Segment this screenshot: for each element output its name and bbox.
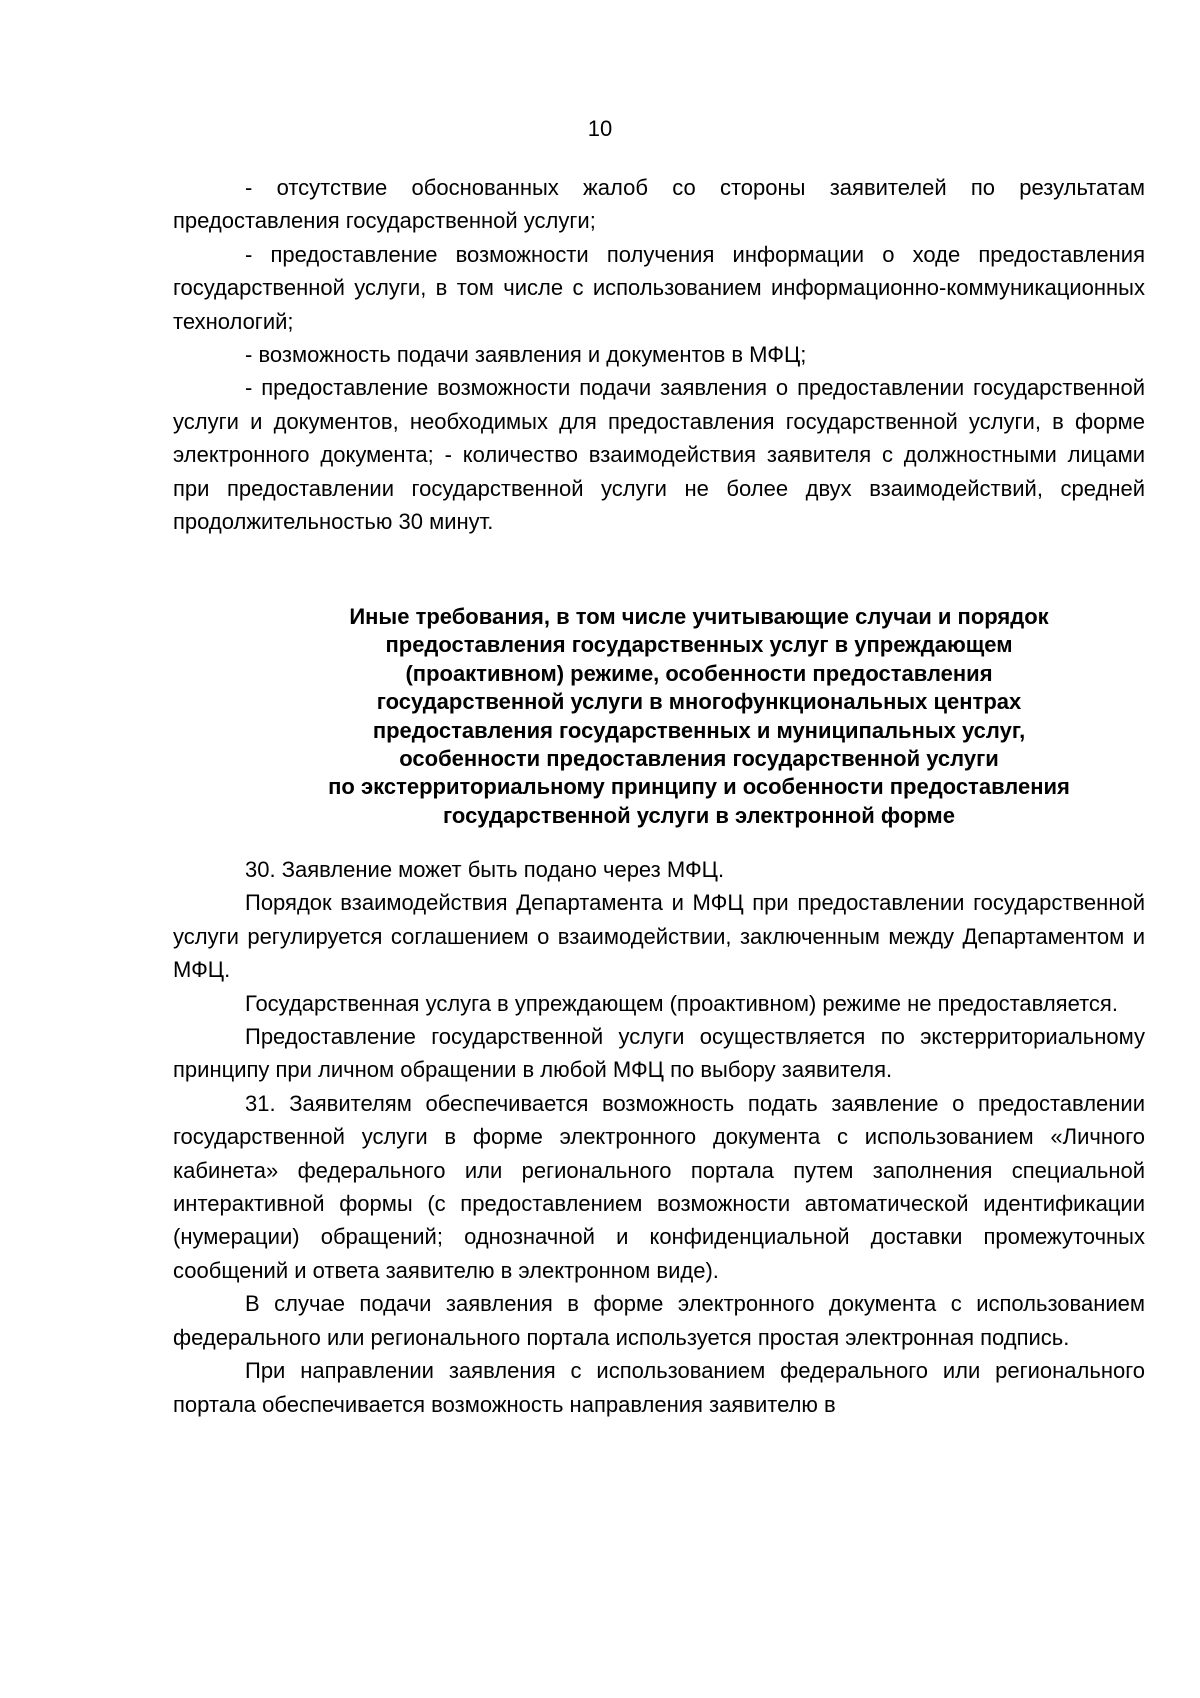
heading-line: предоставления государственных услуг в упреждающем — [385, 632, 1013, 658]
bottom-text-block — [173, 853, 1145, 1421]
section-heading — [173, 603, 1200, 830]
paragraph: При направлении заявления с использованием федерального или регионального портала обеспечивается возможность направления заявителю в — [173, 1358, 1145, 1417]
heading-line: Иные требования, в том числе учитывающие случаи и порядок — [349, 604, 1049, 629]
top-text-block — [173, 171, 1145, 538]
paragraph: - отсутствие обоснованных жалоб со стороны заявителей по результатам предоставления государственной услуги; — [173, 175, 1145, 234]
paragraph: Порядок взаимодействия Департамента и МФЦ при предоставлении государственной услуги регулируется соглашением о взаимодействии, заключенным между Департаментом и МФЦ. — [173, 890, 1145, 983]
page-number: 10 — [587, 116, 613, 141]
paragraph: - предоставление возможности получения информации о ходе предоставления государственной услуги, в том числе с использованием информационно-коммуникационных технологий; — [173, 241, 1145, 334]
paragraph: 30. Заявление может быть подано через МФЦ. — [245, 857, 725, 882]
paragraph: - возможность подачи заявления и документов в МФЦ; — [245, 342, 807, 368]
heading-line: (проактивном) режиме, особенности предоставления — [405, 660, 993, 686]
heading-line: государственной услуги в электронной форме — [443, 802, 955, 828]
paragraph: Предоставление государственной услуги осуществляется по экстерриториальному принципу при личном обращении в любой МФЦ по выбору заявителя. — [173, 1024, 1145, 1083]
heading-line: государственной услуги в многофункциональных центрах — [376, 689, 1022, 715]
heading-line: особенности предоставления государственной услуги — [399, 746, 999, 772]
heading-line: по экстерриториальному принципу и особенности предоставления — [328, 774, 1070, 800]
paragraph: В случае подачи заявления в форме электронного документа с использованием федерального или регионального портала используется простая электронная подпись. — [173, 1291, 1145, 1350]
paragraph: - предоставление возможности подачи заявления о предоставлении государственной услуги и документов, необходимых для предоставления государственной услуги, в форме электронного документа; - количество взаимодействия заявителя с должностными лицами при предоставлении государственной услуги не более двух взаимодействий, средней продолжительностью 30 минут. — [173, 375, 1145, 535]
heading-line: предоставления государственных и муниципальных услуг, — [372, 717, 1026, 743]
paragraph: 31. Заявителям обеспечивается возможность подать заявление о предоставлении государственной услуги в форме электронного документа с использованием «Личного кабинета» федерального или регионального портала путем заполнения специальной интерактивной формы (с предоставлением возможности автоматической идентификации (нумерации) обращений; однозначной и конфиденциальной доставки промежуточных сообщений и ответа заявителю в электронном виде). — [173, 1090, 1145, 1283]
paragraph: Государственная услуга в упреждающем (проактивном) режиме не предоставляется. — [245, 990, 1118, 1016]
